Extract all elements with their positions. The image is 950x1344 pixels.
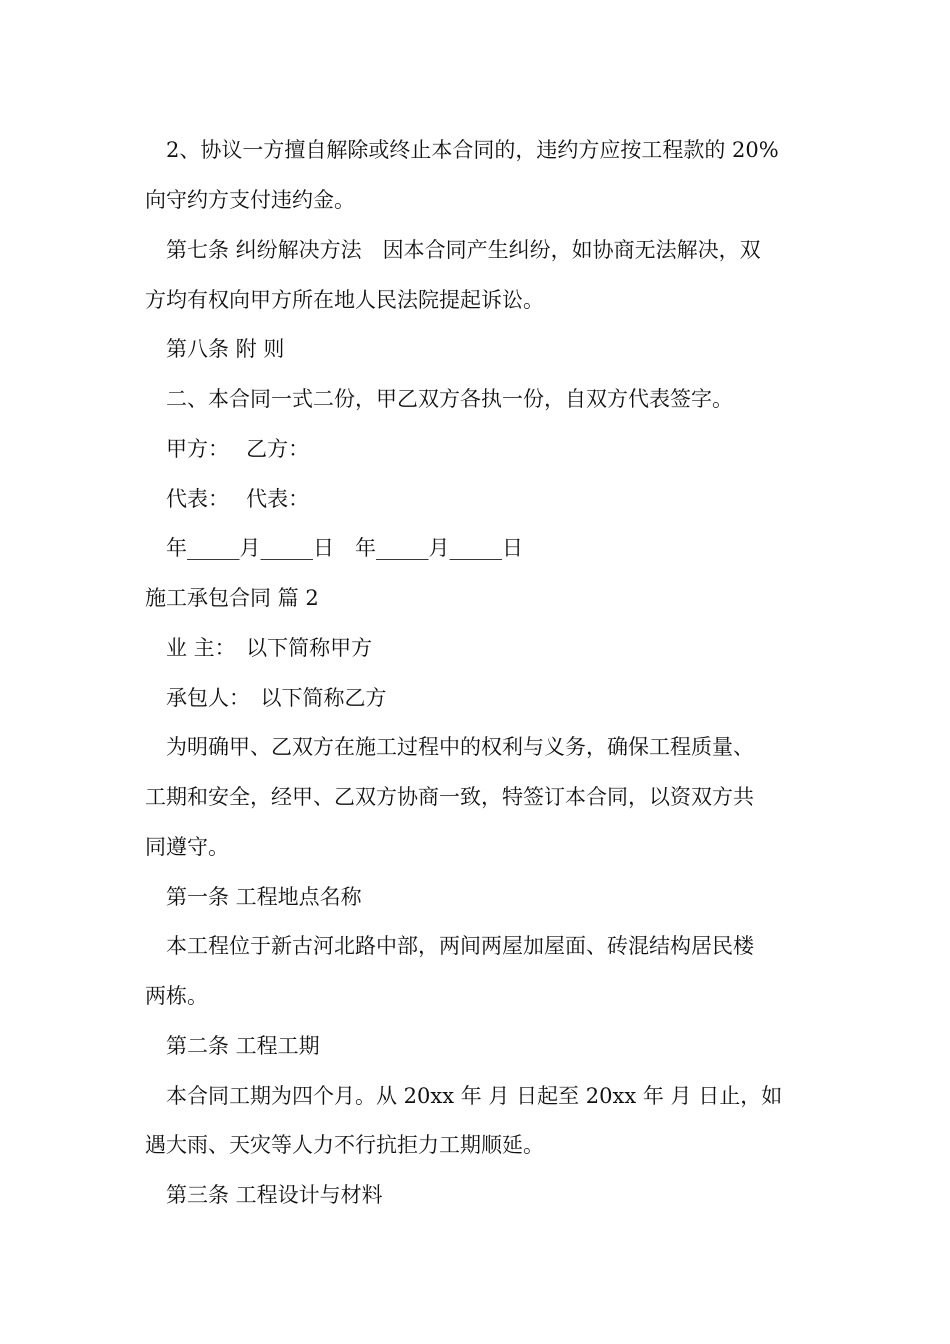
text-line: 第七条 纠纷解决方法 因本合同产生纠纷，如协商无法解决，双 xyxy=(145,238,761,262)
text-line: 业 主： 以下简称甲方 xyxy=(145,636,373,660)
section-heading: 第八条 附 则 xyxy=(145,337,285,361)
text-line: 本合同工期为四个月。从 20xx 年 月 日起至 20xx 年 月 日止，如 xyxy=(145,1084,783,1108)
text-line: 向守约方支付违约金。 xyxy=(145,188,355,212)
section-heading: 第二条 工程工期 xyxy=(145,1034,320,1058)
signature-date-line: 年_____月_____日 年_____月_____日 xyxy=(145,536,523,560)
text-line: 方均有权向甲方所在地人民法院提起诉讼。 xyxy=(145,288,544,312)
text-line: 工期和安全，经甲、乙双方协商一致，特签订本合同，以资双方共 xyxy=(145,785,754,809)
text-line: 二、本合同一式二份，甲乙双方各执一份，自双方代表签字。 xyxy=(145,387,733,411)
text-line: 遇大雨、天灾等人力不行抗拒力工期顺延。 xyxy=(145,1133,544,1157)
text-line: 为明确甲、乙双方在施工过程中的权利与义务，确保工程质量、 xyxy=(145,735,754,759)
signature-party-line: 甲方： 乙方： xyxy=(145,437,310,461)
section-heading: 第一条 工程地点名称 xyxy=(145,885,362,909)
text-line: 两栋。 xyxy=(145,984,208,1008)
text-line: 2、协议一方擅自解除或终止本合同的，违约方应按工程款的 20% xyxy=(145,138,779,162)
signature-representative-line: 代表： 代表： xyxy=(145,487,310,511)
text-line: 本工程位于新古河北路中部，两间两屋加屋面、砖混结构居民楼 xyxy=(145,934,754,958)
document-title: 施工承包合同 篇 2 xyxy=(145,586,319,610)
text-line: 承包人： 以下简称乙方 xyxy=(145,686,387,710)
text-line: 同遵守。 xyxy=(145,835,229,859)
section-heading: 第三条 工程设计与材料 xyxy=(145,1183,383,1207)
